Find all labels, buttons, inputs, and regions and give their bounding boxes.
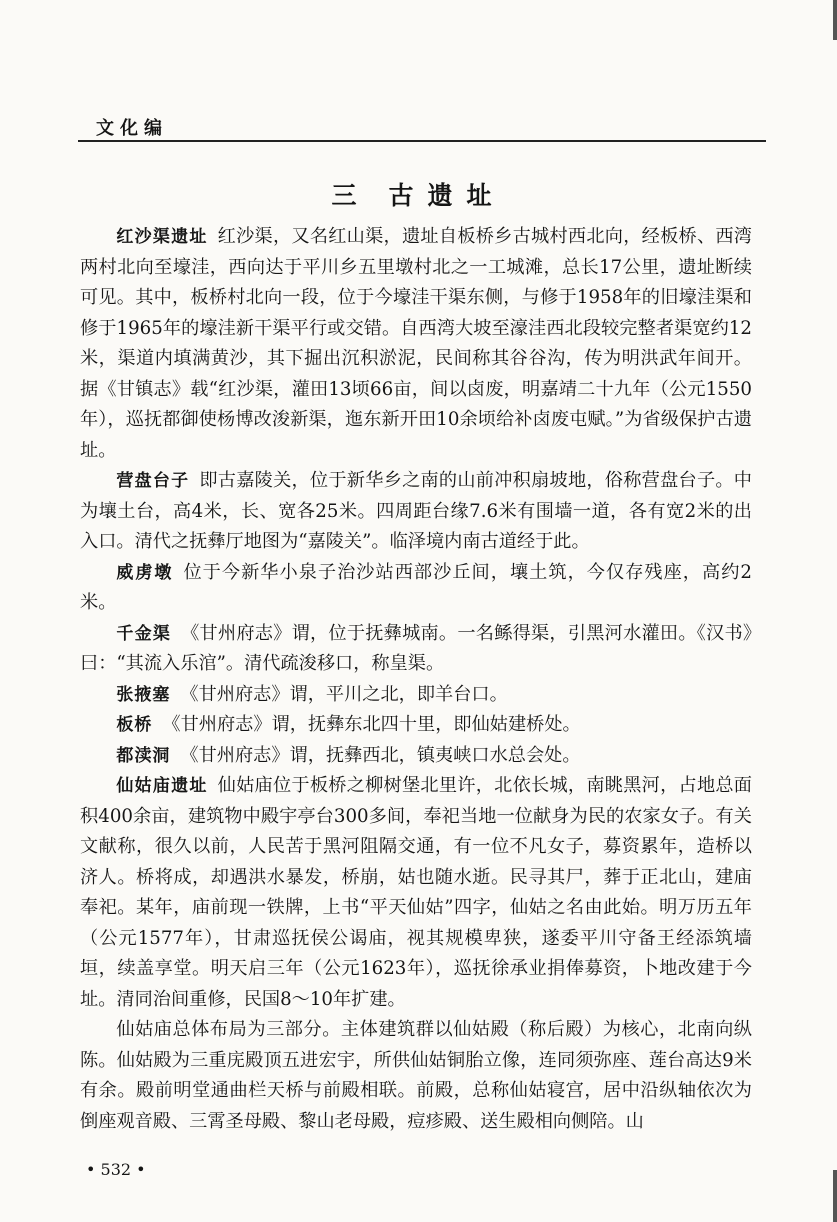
entry	[80, 619, 752, 680]
entry-term: 都渎洞	[116, 745, 171, 766]
entry-text: 仙姑庙位于板桥之柳树堡北里许，北依长城，南眺黑河，占地总面积400余亩，建筑物中殿宇亭台300多间，奉祀当地一位献身为民的农家女子。有关文献称，很久以前，人民苦于黑河阻隔交通，有一位不凡女子，募资累年，造桥以济人。桥将成，却遇洪水暴发，桥崩，姑也随水逝。民寻其尸，葬于正北山，建庙奉祀。某年，庙前现一铁牌，上书“平天仙姑”四字，仙姑之名由此始。明万历五年（公元1577年），甘肃巡抚侯公谒庙，视其规模卑狭，遂委平川守备王经添筑墙垣，续盖享堂。明天启三年（公元1623年），巡抚徐承业捐俸募资，卜地改建于今址。清同治间重修，民国8～10年扩建。	[80, 775, 752, 1010]
entry-text: 红沙渠，又名红山渠，遗址自板桥乡古城村西北向，经板桥、西湾两村北向至壕洼，西向达于平川乡五里墩村北之一工城滩，总长17公里，遗址断续可见。其中，板桥村北向一段，位于今壕洼干渠东侧，与修于1958年的旧壕洼渠和修于1965年的壕洼新干渠平行或交错。自西湾大坡至濠洼西北段较完整者渠宽约12米，渠道内填满黄沙，其下掘出沉积淤泥，民间称其谷谷沟，传为明洪武年间开。据《甘镇志》载“红沙渠，灌田13顷66亩，间以卤废，明嘉靖二十九年（公元1550年），巡抚都御使杨博改浚新渠，迤东新开田10余顷给补卤废屯赋。”为省级保护古遗址。	[80, 226, 752, 461]
paragraph-text: 仙姑庙总体布局为三部分。主体建筑群以仙姑殿（称后殿）为核心，北南向纵陈。仙姑殿为三重庑殿顶五进宏宇，所供仙姑铜胎立像，连同须弥座、莲台高达9米有余。殿前明堂通曲栏天桥与前殿相联。前殿，总称仙姑寝宫，居中沿纵轴依次为倒座观音殿、三霄圣母殿、黎山老母殿，痘疹殿、送生殿相向侧陪。山	[80, 1019, 752, 1132]
entry-term: 千金渠	[116, 623, 172, 644]
entry-text: 《甘州府志》谓，抚彝西北，镇夷峡口水总会处。	[180, 744, 581, 766]
chapter-title-text: 古遗址	[388, 181, 506, 210]
entry	[80, 558, 752, 619]
entry-text: 《甘州府志》谓，位于抚彝城南。一名鲧得渠，引黑河水灌田。《汉书》曰：“其流入乐涫”。清代疏浚移口，称皇渠。	[80, 622, 753, 674]
entry-term: 营盘台子	[116, 471, 190, 491]
entry-term: 红沙渠遗址	[116, 227, 208, 247]
scan-edge-mark	[833, 1170, 837, 1222]
chapter-number: 三	[331, 181, 357, 210]
entry-text: 即古嘉陵关，位于新华乡之南的山前冲积扇坡地，俗称营盘台子。中为壤土台，高4米，长、宽各25米。四周距台缘7.6米有围墙一道，各有宽2米的出入口。清代之抚彝厅地图为“嘉陵关”。临泽境内南古道经于此。	[80, 470, 752, 552]
paragraph	[80, 1015, 752, 1137]
chapter-title	[0, 176, 837, 212]
entry-term: 板桥	[116, 715, 153, 735]
entry-term: 张掖塞	[116, 684, 171, 705]
entry	[80, 741, 752, 772]
scan-edge-mark	[833, 0, 837, 40]
entry-text: 位于今新华小泉子治沙站西部沙丘间，壤土筑，今仅存残座，高约2米。	[80, 561, 753, 613]
entry	[80, 710, 752, 741]
entry-term: 威虏墩	[116, 562, 174, 583]
entry-text: 《甘州府志》谓，平川之北，即羊台口。	[180, 683, 508, 705]
entry	[80, 466, 752, 558]
entry-text: 《甘州府志》谓，抚彝东北四十里，即仙姑建桥处。	[162, 714, 581, 735]
page-number: • 532 •	[86, 1160, 146, 1179]
entry	[80, 771, 752, 1015]
header-rule	[78, 140, 766, 142]
entry	[80, 680, 752, 711]
entry	[80, 222, 752, 466]
section-header: 文化编	[96, 118, 168, 139]
entry-term: 仙姑庙遗址	[116, 776, 208, 796]
body-text	[80, 222, 752, 1137]
